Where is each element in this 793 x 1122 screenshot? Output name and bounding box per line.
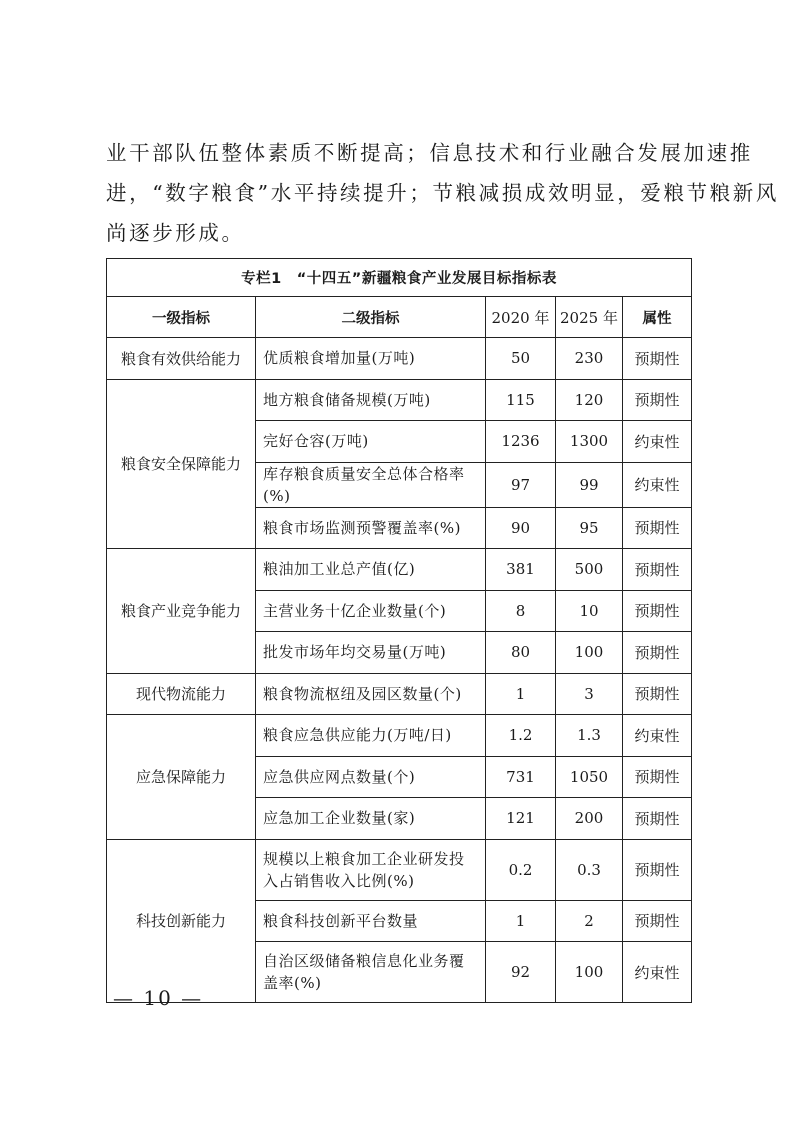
attribute: 预期性 — [623, 756, 692, 798]
level2-indicator: 粮油加工业总产值(亿) — [256, 549, 486, 591]
header-attr: 属性 — [623, 297, 692, 338]
attribute: 约束性 — [623, 715, 692, 757]
value-2025: 1050 — [556, 756, 623, 798]
value-2020: 1236 — [486, 421, 556, 463]
attribute: 约束性 — [623, 462, 692, 507]
value-2025: 1300 — [556, 421, 623, 463]
attribute: 预期性 — [623, 632, 692, 674]
attribute: 预期性 — [623, 798, 692, 840]
level2-indicator: 主营业务十亿企业数量(个) — [256, 590, 486, 632]
indicator-table — [106, 258, 692, 1003]
value-2020: 731 — [486, 756, 556, 798]
table-header-row — [107, 297, 692, 338]
header-2020: 2020 年 — [486, 297, 556, 338]
attribute: 预期性 — [623, 839, 692, 900]
level2-indicator: 粮食物流枢纽及园区数量(个) — [256, 673, 486, 715]
value-2020: 1 — [486, 900, 556, 942]
level1-indicator: 粮食有效供给能力 — [107, 338, 256, 380]
value-2020: 115 — [486, 379, 556, 421]
level2-indicator: 优质粮食增加量(万吨) — [256, 338, 486, 380]
table-row — [107, 715, 692, 757]
attribute: 约束性 — [623, 421, 692, 463]
table-row — [107, 338, 692, 380]
value-2020: 1.2 — [486, 715, 556, 757]
value-2020: 80 — [486, 632, 556, 674]
intro-line-3: 尚逐步形成。 — [106, 221, 245, 245]
attribute: 预期性 — [623, 549, 692, 591]
table-row — [107, 673, 692, 715]
table-row — [107, 839, 692, 900]
attribute: 预期性 — [623, 673, 692, 715]
header-level1: 一级指标 — [107, 297, 256, 338]
level2-indicator: 库存粮食质量安全总体合格率(%) — [256, 462, 486, 507]
table-row — [107, 549, 692, 591]
attribute: 预期性 — [623, 379, 692, 421]
value-2025: 1.3 — [556, 715, 623, 757]
level2-indicator: 完好仓容(万吨) — [256, 421, 486, 463]
level2-indicator: 粮食科技创新平台数量 — [256, 900, 486, 942]
level2-indicator: 地方粮食储备规模(万吨) — [256, 379, 486, 421]
intro-line-2: 进，“数字粮食”水平持续提升；节粮减损成效明显，爱粮节粮新风 — [106, 181, 779, 205]
table-body — [107, 338, 692, 1003]
level2-indicator: 自治区级储备粮信息化业务覆盖率(%) — [256, 942, 486, 1003]
value-2020: 90 — [486, 507, 556, 549]
value-2020: 97 — [486, 462, 556, 507]
level2-indicator: 规模以上粮食加工企业研发投入占销售收入比例(%) — [256, 839, 486, 900]
table-row — [107, 379, 692, 421]
attribute: 预期性 — [623, 507, 692, 549]
attribute: 预期性 — [623, 338, 692, 380]
intro-paragraph — [106, 133, 779, 253]
value-2020: 1 — [486, 673, 556, 715]
value-2025: 2 — [556, 900, 623, 942]
level2-indicator: 应急加工企业数量(家) — [256, 798, 486, 840]
value-2020: 0.2 — [486, 839, 556, 900]
attribute: 约束性 — [623, 942, 692, 1003]
header-level2: 二级指标 — [256, 297, 486, 338]
value-2025: 99 — [556, 462, 623, 507]
level1-indicator: 科技创新能力 — [107, 839, 256, 1003]
header-2025: 2025 年 — [556, 297, 623, 338]
level1-indicator: 粮食安全保障能力 — [107, 379, 256, 549]
page-number: — 10 — — [113, 986, 204, 1010]
table-caption: 专栏1 “十四五”新疆粮食产业发展目标指标表 — [107, 259, 692, 297]
value-2025: 100 — [556, 632, 623, 674]
value-2025: 0.3 — [556, 839, 623, 900]
value-2020: 92 — [486, 942, 556, 1003]
value-2025: 95 — [556, 507, 623, 549]
value-2020: 50 — [486, 338, 556, 380]
value-2025: 200 — [556, 798, 623, 840]
value-2025: 230 — [556, 338, 623, 380]
value-2025: 3 — [556, 673, 623, 715]
value-2025: 100 — [556, 942, 623, 1003]
level2-indicator: 粮食市场监测预警覆盖率(%) — [256, 507, 486, 549]
level2-indicator: 粮食应急供应能力(万吨/日) — [256, 715, 486, 757]
value-2025: 10 — [556, 590, 623, 632]
value-2020: 8 — [486, 590, 556, 632]
intro-line-1: 业干部队伍整体素质不断提高；信息技术和行业融合发展加速推 — [106, 141, 753, 165]
attribute: 预期性 — [623, 590, 692, 632]
value-2020: 381 — [486, 549, 556, 591]
value-2025: 500 — [556, 549, 623, 591]
level2-indicator: 批发市场年均交易量(万吨) — [256, 632, 486, 674]
value-2020: 121 — [486, 798, 556, 840]
table-caption-row — [107, 259, 692, 297]
level1-indicator: 应急保障能力 — [107, 715, 256, 840]
level1-indicator: 粮食产业竞争能力 — [107, 549, 256, 674]
attribute: 预期性 — [623, 900, 692, 942]
level2-indicator: 应急供应网点数量(个) — [256, 756, 486, 798]
level1-indicator: 现代物流能力 — [107, 673, 256, 715]
value-2025: 120 — [556, 379, 623, 421]
